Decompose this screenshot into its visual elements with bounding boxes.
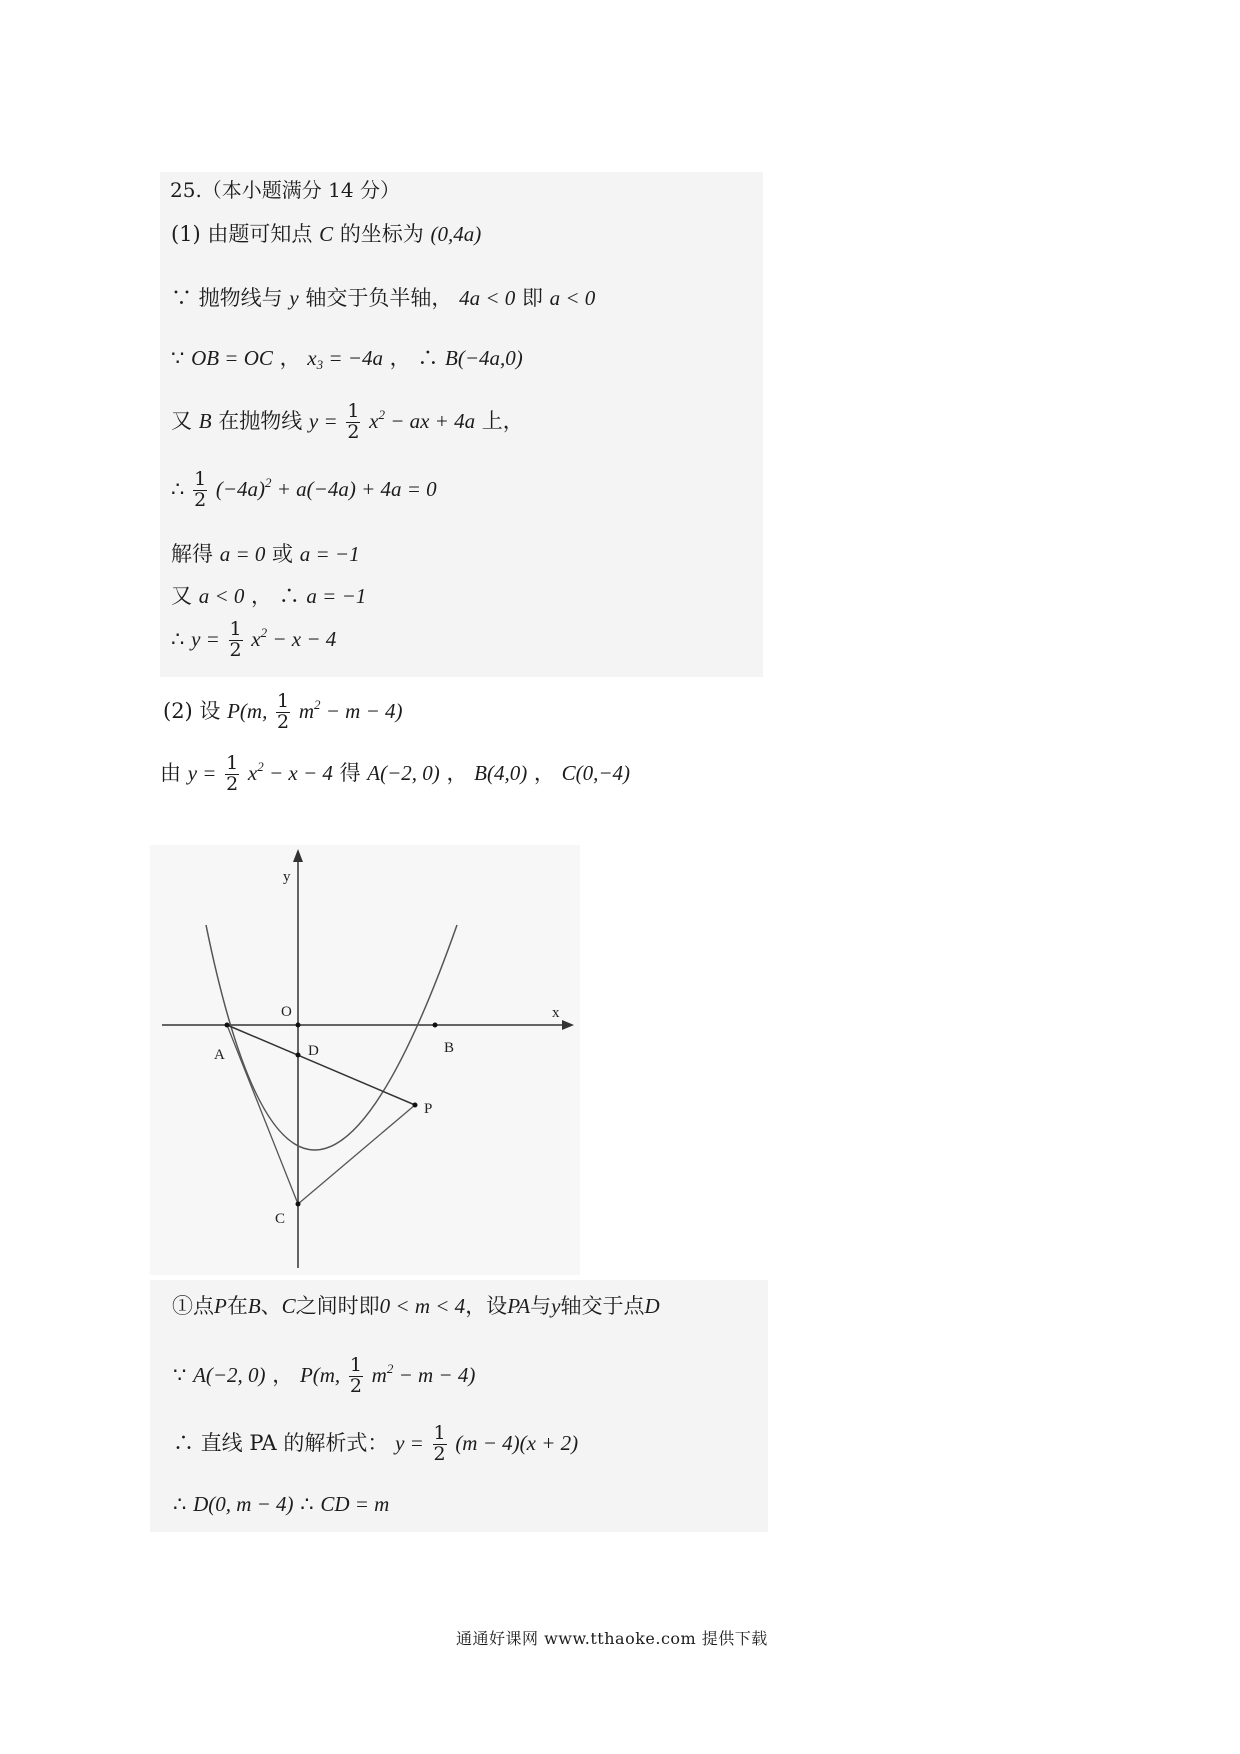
label-a: A bbox=[214, 1047, 225, 1063]
line-ob-oc: ∵ OB = OC ， $x_3 = -4a$ ， ∴ B(−4a,0) bbox=[171, 346, 523, 372]
line-a-negative: 又 a < 0 ， ∴ a = −1 bbox=[171, 584, 367, 608]
point-c bbox=[296, 1202, 301, 1207]
question-label: 25.（本小题满分 14 分） bbox=[170, 178, 400, 202]
line-given-a-p: ∵ A(−2, 0) ， P(m, $\frac{1}{2}$ $m^2 - m - 4$) bbox=[173, 1354, 476, 1397]
footer-source: 通通好课网 www.tthaoke.com 提供下载 bbox=[456, 1629, 768, 1648]
line-on-parabola: 又 B 在抛物线 y = $\frac{1}{2}$ $x^2$ − ax + 4a 上， bbox=[171, 400, 524, 443]
point-p bbox=[413, 1103, 418, 1108]
point-o bbox=[296, 1023, 301, 1028]
line-solve: 解得 a = 0 或 a = −1 bbox=[171, 542, 360, 566]
line-set-p: (2) 设 P(m, $\frac{1}{2}$ $m^2 - m - 4$) bbox=[163, 690, 403, 733]
line-points-abc: 由 y = $\frac{1}{2}$ $x^2 - x - 4$ 得 A(−2, 0) ， B(4,0) ， C(0,−4) bbox=[160, 752, 631, 795]
label-axis-y: y bbox=[283, 869, 291, 885]
point-b bbox=[433, 1023, 438, 1028]
line-final-parabola: ∴ y = $\frac{1}{2}$ $x^2 - x - 4$ bbox=[171, 618, 337, 661]
label-origin: O bbox=[281, 1004, 292, 1020]
line-case-condition: ①点P在B、C之间时即0 < m < 4，设PA与y轴交于点D bbox=[172, 1294, 660, 1318]
point-d bbox=[296, 1053, 301, 1058]
label-c: C bbox=[275, 1211, 286, 1227]
line-pa-equation: ∴ 直线 PA 的解析式： y = $\frac{1}{2}$ (m − 4)(x + 2) bbox=[173, 1422, 579, 1465]
point-a bbox=[225, 1023, 230, 1028]
line-negative-axis: ∵ 抛物线与 y 轴交于负半轴， 4a < 0 即 a < 0 bbox=[171, 286, 596, 310]
line-substitution: ∴ $\frac{1}{2}$ $(-4a)^2 + a(-4a) + 4a = 0$ bbox=[171, 468, 437, 511]
line-coord-c: (1) 由题可知点 C 的坐标为 (0,4a) bbox=[171, 222, 482, 246]
label-d: D bbox=[308, 1043, 319, 1059]
label-p: P bbox=[424, 1101, 433, 1117]
label-b: B bbox=[444, 1040, 455, 1056]
parabola-figure bbox=[150, 845, 580, 1275]
label-axis-x: x bbox=[552, 1005, 560, 1021]
line-d-cd: ∴ D(0, m − 4) ∴ CD = m bbox=[173, 1492, 390, 1516]
